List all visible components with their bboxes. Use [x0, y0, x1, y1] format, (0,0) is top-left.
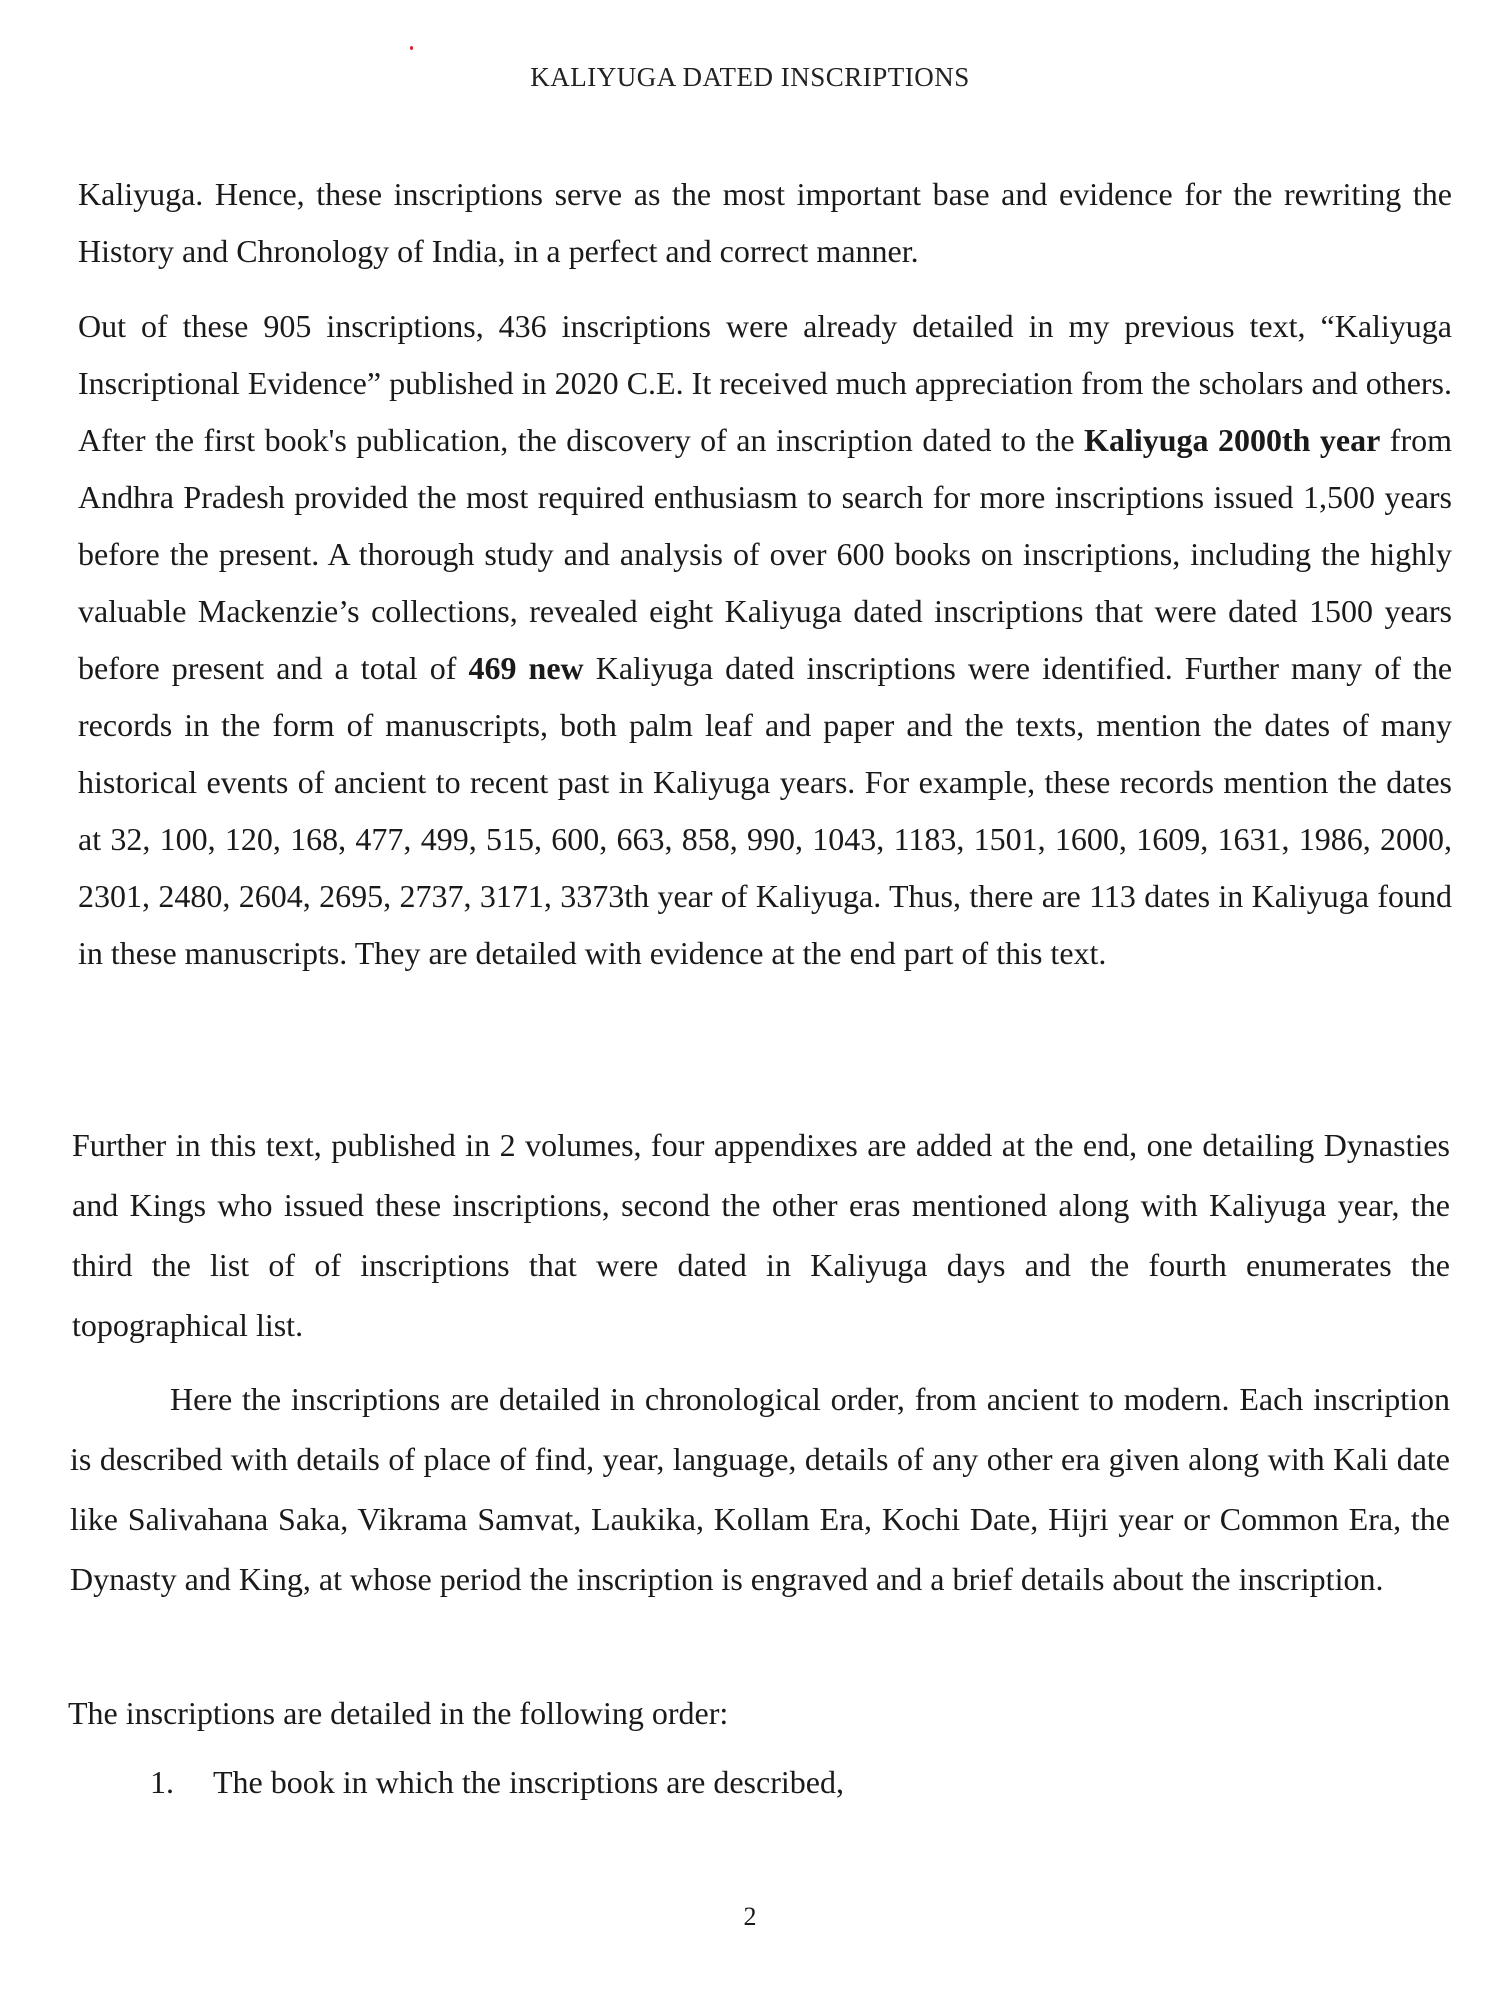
list-item-text: The book in which the inscriptions are described,	[213, 1764, 844, 1800]
order-list	[150, 1752, 844, 1812]
paragraph-2-bold-count: 469 new	[468, 650, 584, 686]
running-title: KALIYUGA DATED INSCRIPTIONS	[530, 62, 970, 92]
paragraph-2	[78, 298, 1452, 982]
list-item	[150, 1752, 844, 1812]
paragraph-2-bold-year: Kaliyuga 2000th year	[1084, 422, 1381, 458]
paragraph-3: Further in this text, published in 2 volumes, four appendixes are added at the end, one detailing Dynasties and Kings who issued these inscriptions, second the other eras mentioned along with Kaliyuga year, the third the list of of inscriptions that were dated in Kaliyuga days and the fourth enumerates the topographical list.	[72, 1127, 1450, 1343]
page-number: 2	[743, 1902, 757, 1931]
paragraph-1: Kaliyuga. Hence, these inscriptions serve as the most important base and evidence for the rewriting the History and Chronology of India, in a perfect and correct manner.	[78, 176, 1452, 269]
paragraph-2-text-c: Kaliyuga dated inscriptions were identified. Further many of the records in the form of manuscripts, both palm leaf and paper and the texts, mention the dates of many historical events of ancient to recent past in Kaliyuga years. For example, these records mention the dates at 32, 100, 120, 168, 477, 499, 515, 600, 663, 858, 990, 1043, 1183, 1501, 1600, 1609, 1631, 1986, 2000, 2301, 2480, 2604, 2695, 2737, 3171, 3373th year of Kaliyuga. Thus, there are 113 dates in Kaliyuga found in these manuscripts. They are detailed with evidence at the end part of this text.	[78, 650, 1453, 971]
ink-mark	[410, 46, 413, 50]
paragraph-4: Here the inscriptions are detailed in chronological order, from ancient to modern. Each inscription is described with details of place of find, year, language, details of any other era given along with Kali date like Salivahana Saka, Vikrama Samvat, Laukika, Kollam Era, Kochi Date, Hijri year or Common Era, the Dynasty and King, at whose period the inscription is engraved and a brief details about the inscription.	[70, 1381, 1450, 1597]
paragraph-2-text-a: Out of these 905 inscriptions, 436 inscriptions were already detailed in my previous text, “Kaliyuga Inscriptional Evidence” published in 2020 C.E. It received much appreciation from the scholars and others. After the first book's publication, the discovery of an inscription dated to the	[78, 308, 1452, 458]
list-item-number: 1.	[150, 1764, 174, 1800]
paragraph-2-text-b: from Andhra Pradesh provided the most required enthusiasm to search for more inscriptions issued 1,500 years before the present. A thorough study and analysis of over 600 books on inscriptions, including the highly valuable Mackenzie’s collections, revealed eight Kaliyuga dated inscriptions that were dated 1500 years before present and a total of	[78, 422, 1453, 686]
paragraph-5: The inscriptions are detailed in the following order:	[68, 1695, 729, 1731]
